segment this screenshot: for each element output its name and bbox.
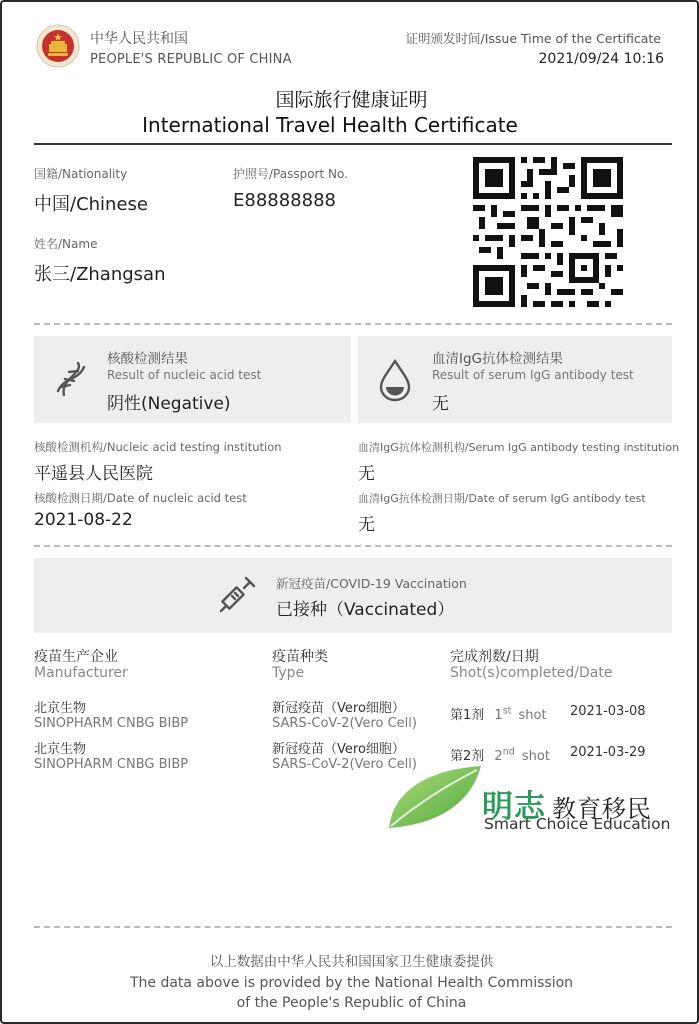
table-row-manufacturer-en: SINOPHARM CNBG BIBP: [34, 757, 189, 772]
brand-name-en: Smart Choice Education: [484, 815, 671, 833]
serum-institution-value: 无: [358, 464, 375, 484]
table-row-dose: [450, 704, 547, 723]
certificate-title-en: International Travel Health Certificate: [142, 113, 518, 137]
title-divider: [34, 143, 672, 145]
manufacturer-header-en: Manufacturer: [34, 665, 128, 681]
qr-code-icon[interactable]: [473, 157, 623, 307]
manufacturer-header-cn: 疫苗生产企业: [34, 649, 118, 665]
footer-note-en-line1: The data above is provided by the National Health Commission: [129, 975, 574, 991]
leaf-logo-icon: [385, 762, 485, 834]
footer-note-en-line2: of the People's Republic of China: [236, 995, 467, 1011]
issue-time-value: 2021/09/24 10:16: [538, 51, 664, 67]
passport-label: 护照号/Passport No.: [233, 167, 348, 181]
serum-institution-label: 血清IgG抗体检测机构/Serum IgG antibody testing institution: [358, 441, 680, 454]
vaccination-title: 新冠疫苗/COVID-19 Vaccination: [276, 576, 467, 591]
nucleic-title-en: Result of nucleic acid test: [107, 368, 262, 382]
country-name-en: PEOPLE'S REPUBLIC OF CHINA: [90, 52, 292, 67]
vaccination-status: 已接种（Vaccinated）: [276, 600, 455, 620]
name-value: 张三/Zhangsan: [34, 264, 166, 285]
certificate-title-cn: 国际旅行健康证明: [275, 89, 428, 111]
syringe-icon: [218, 574, 258, 614]
type-header-cn: 疫苗种类: [272, 649, 328, 665]
dose-label-cn: 第2剂: [450, 749, 485, 764]
nationality-label: 国籍/Nationality: [34, 167, 128, 181]
nucleic-date-value: 2021-08-22: [34, 510, 133, 530]
dose-number: 2: [494, 749, 503, 764]
name-label: 姓名/Name: [34, 237, 98, 251]
country-name-cn: 中华人民共和国: [90, 31, 188, 47]
serum-title-en: Result of serum IgG antibody test: [432, 368, 634, 382]
nucleic-result: 阴性(Negative): [107, 394, 231, 414]
type-header-en: Type: [272, 665, 305, 681]
passport-value: E88888888: [233, 190, 336, 211]
dose-word: shot: [518, 708, 547, 723]
table-row-manufacturer-cn: 北京生物: [34, 701, 87, 716]
nucleic-date-label: 核酸检测日期/Date of nucleic acid test: [34, 491, 247, 505]
section-divider: [34, 545, 672, 547]
nucleic-institution-label: 核酸检测机构/Nucleic acid testing institution: [34, 440, 282, 454]
issue-time-label: 证明颁发时间/Issue Time of the Certificate: [405, 31, 661, 46]
section-divider: [34, 926, 672, 928]
serum-result: 无: [432, 394, 449, 414]
dose-word: shot: [521, 749, 550, 764]
dna-icon: [52, 359, 90, 399]
nationality-value: 中国/Chinese: [34, 194, 148, 215]
dose-ordinal: st: [502, 705, 512, 717]
national-emblem-icon: [36, 24, 80, 68]
table-row-date: 2021-03-08: [570, 704, 646, 719]
table-row-manufacturer-cn: 北京生物: [34, 742, 87, 757]
serum-title-cn: 血清IgG抗体检测结果: [432, 351, 564, 367]
shots-header-en: Shot(s)completed/Date: [450, 665, 613, 681]
table-row-type-en: SARS-CoV-2(Vero Cell): [272, 757, 417, 772]
dose-label-cn: 第1剂: [450, 708, 485, 723]
dose-ordinal: nd: [502, 746, 515, 758]
serum-date-value: 无: [358, 515, 375, 535]
blood-drop-icon: [376, 358, 414, 402]
dose-number: 1: [494, 708, 503, 723]
table-row-type-cn: 新冠疫苗（Vero细胞）: [272, 742, 405, 757]
nucleic-title-cn: 核酸检测结果: [107, 351, 188, 367]
table-row-type-cn: 新冠疫苗（Vero细胞）: [272, 701, 405, 716]
table-row-date: 2021-03-29: [570, 745, 646, 760]
footer-note-cn: 以上数据由中华人民共和国国家卫生健康委提供: [209, 954, 494, 970]
nucleic-institution-value: 平遥县人民医院: [34, 464, 153, 484]
section-divider: [34, 323, 672, 325]
table-row-manufacturer-en: SINOPHARM CNBG BIBP: [34, 716, 189, 731]
serum-date-label: 血清IgG抗体检测日期/Date of serum IgG antibody test: [358, 492, 646, 505]
brand-name-cn-green: 明志: [482, 789, 546, 825]
shots-header-cn: 完成剂数/日期: [450, 649, 539, 665]
table-row-type-en: SARS-CoV-2(Vero Cell): [272, 716, 417, 731]
brand-name-cn-black: 教育移民: [552, 795, 652, 823]
